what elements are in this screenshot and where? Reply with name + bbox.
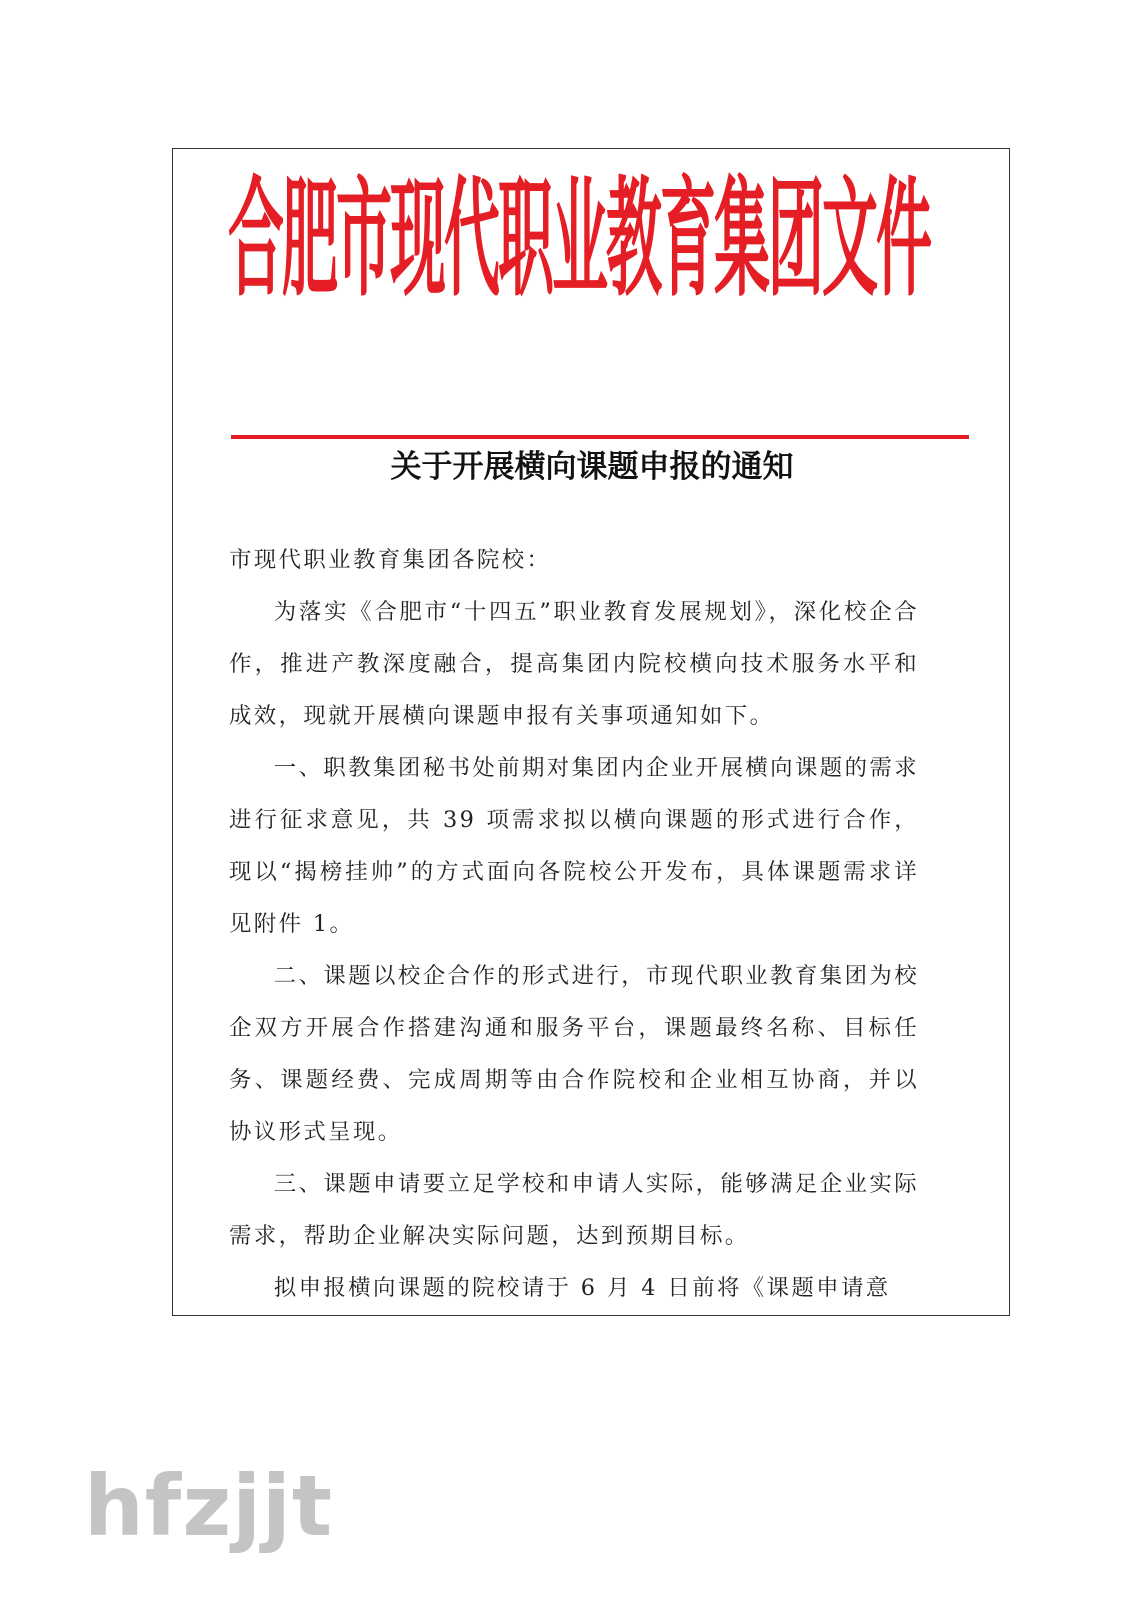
paragraph-deadline: 拟申报横向课题的院校请于 6 月 4 日前将《课题申请意: [273, 1275, 891, 1301]
paragraph-intro: 为落实《合肥市“十四五”职业教育发展规划》，深化校企合作，推进产教深度融合，提高集团内院校横向技术服务水平和成效，现就开展横向课题申报有关事项通知如下。: [229, 599, 919, 729]
document-red-header: 合肥市现代职业教育集团文件: [228, 166, 930, 316]
watermark-text: hfzjjt: [84, 1457, 333, 1555]
paragraph-item-1: 一、职教集团秘书处前期对集团内企业开展横向课题的需求进行征求意见，共 39 项需求拟以横向课题的形式进行合作，现以“揭榜挂帅”的方式面向各院校公开发布，具体课题需求详见附件 1。: [229, 755, 919, 937]
salutation: 市现代职业教育集团各院校：: [229, 547, 552, 573]
paragraph-item-2: 二、课题以校企合作的形式进行，市现代职业教育集团为校企双方开展合作搭建沟通和服务平台，课题最终名称、目标任务、课题经费、完成周期等由合作院校和企业相互协商，并以协议形式呈现。: [229, 963, 919, 1145]
red-divider-line: [231, 435, 969, 439]
paragraph-item-3: 三、课题申请要立足学校和申请人实际，能够满足企业实际需求，帮助企业解决实际问题，达到预期目标。: [229, 1171, 919, 1249]
document-body: [229, 534, 919, 1314]
document-title: 关于开展横向课题申报的通知: [390, 449, 794, 485]
document-page: [172, 148, 1010, 1316]
